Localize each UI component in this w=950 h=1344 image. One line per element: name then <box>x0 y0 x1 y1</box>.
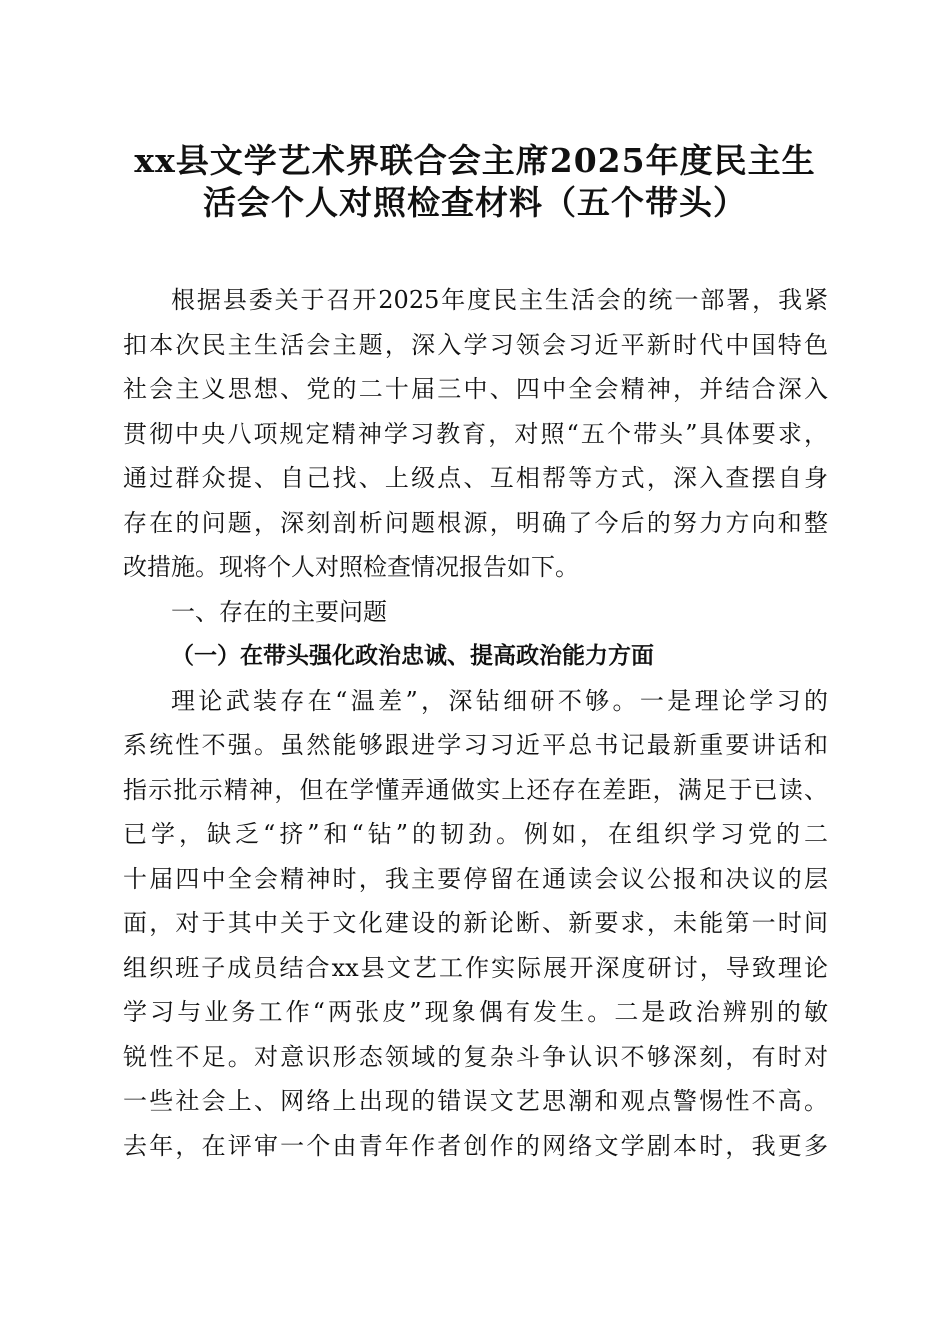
subsection-heading: （一）在带头强化政治忠诚、提高政治能力方面 <box>171 642 654 669</box>
intro-line: 社会主义思想、党的二十届三中、四中全会精神，并结合深入 <box>123 375 828 403</box>
paragraph-line: 系统性不强。虽然能够跟进学习习近平总书记最新重要讲话和 <box>123 731 828 759</box>
paragraph-line: 指示批示精神，但在学懂弄通做实上还存在差距，满足于已读、 <box>123 775 828 804</box>
intro-paragraph <box>123 278 828 590</box>
intro-line: 扣本次民主生活会主题，深入学习领会习近平新时代中国特色 <box>123 330 828 359</box>
body-paragraph <box>123 679 828 1169</box>
document-title <box>90 140 860 224</box>
paragraph-line: 十届四中全会精神时，我主要停留在通读会议公报和决议的层 <box>123 864 828 893</box>
title-line-2: 活会个人对照检查材料（五个带头） <box>203 183 747 222</box>
document-body <box>123 278 828 1168</box>
paragraph-line: 已学，缺乏“挤”和“钻”的韧劲。例如，在组织学习党的二 <box>123 820 828 848</box>
section-heading: 一、存在的主要问题 <box>171 597 387 626</box>
intro-line: 改措施。现将个人对照检查情况报告如下。 <box>123 553 579 581</box>
paragraph-line: 去年，在评审一个由青年作者创作的网络文学剧本时，我更多 <box>123 1131 828 1160</box>
paragraph-line: 组织班子成员结合xx县文艺工作实际展开深度研讨，导致理论 <box>123 953 828 982</box>
intro-line: 存在的问题，深刻剖析问题根源，明确了今后的努力方向和整 <box>123 508 828 537</box>
paragraph-line: 学习与业务工作“两张皮”现象偶有发生。二是政治辨别的敏 <box>123 998 828 1026</box>
title-line-1: xx县文学艺术界联合会主席2025年度民主生 <box>134 141 816 180</box>
intro-line: 贯彻中央八项规定精神学习教育，对照“五个带头”具体要求， <box>123 419 828 448</box>
paragraph-line: 一些社会上、网络上出现的错误文艺思潮和观点警惕性不高。 <box>123 1087 828 1115</box>
intro-line: 通过群众提、自己找、上级点、互相帮等方式，深入查摆自身 <box>123 464 828 492</box>
paragraph-line: 理论武装存在“温差”，深钻细研不够。一是理论学习的 <box>171 686 828 715</box>
paragraph-line: 面，对于其中关于文化建设的新论断、新要求，未能第一时间 <box>123 909 828 937</box>
intro-line: 根据县委关于召开2025年度民主生活会的统一部署，我紧 <box>171 286 828 314</box>
paragraph-line: 锐性不足。对意识形态领域的复杂斗争认识不够深刻，有时对 <box>123 1042 828 1071</box>
